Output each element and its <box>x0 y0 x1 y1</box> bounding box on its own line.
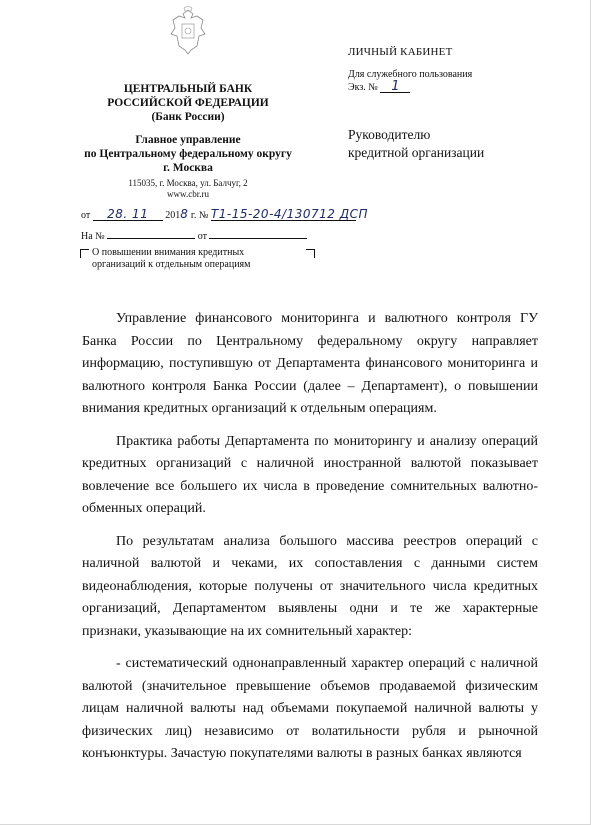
cabinet-label: ЛИЧНЫЙ КАБИНЕТ <box>348 46 453 58</box>
body-paragraph-1: Управление финансового мониторинга и валютного контроля ГУ Банка России по Центральному федеральному округу направляет информацию, поступившую от Департамента финансового мониторинга и валютного контроля Банка России (далее – Департамент), о повышении внимания кредитных организаций к отдельным операциям. <box>82 311 538 416</box>
recipient-block <box>348 126 484 162</box>
recipient-line-1: Руководителю <box>348 127 431 142</box>
body-paragraph-3: По результатам анализа большого массива реестров операций с наличной валютой и чеками, их сопоставления с данными систем видеонаблюдения, которые получены от значительного числа кредитных организаций, Департаментом выявлены одни и те же характерные признаки, указывающие на их сомнительный характер: <box>82 533 538 639</box>
dept-line-1: Главное управление <box>135 134 241 146</box>
bank-name-line-3: (Банк России) <box>151 111 225 123</box>
year-suffix-number-label: г. № <box>190 210 209 221</box>
recipient-line-2: кредитной организации <box>348 145 485 160</box>
subject-corner-right <box>306 249 315 258</box>
reference-row <box>81 207 368 221</box>
subject-corner-left <box>80 249 89 258</box>
copy-number-line <box>348 81 472 94</box>
address-block <box>60 178 316 200</box>
incoming-reference-row <box>81 229 307 242</box>
ot-blank-line <box>209 229 307 239</box>
coat-of-arms-emblem-icon <box>167 6 209 56</box>
subject-line-1: О повышении внимания кредитных <box>92 247 245 258</box>
subject-line-2: организаций к отдельным операциям <box>92 259 251 270</box>
na-blank-line <box>107 229 195 239</box>
na-label: На № <box>81 231 105 242</box>
date-handwritten: 28. 11 <box>93 208 163 221</box>
from-label: от <box>81 210 91 221</box>
body-paragraph-2: Практика работы Департамента по мониторингу и анализу операций кредитных организаций с наличной иностранной валютой показывает вовлечение все большего их числа в проведение сомнительных валютно-обменных операций. <box>82 433 538 516</box>
bank-name-block <box>60 82 316 124</box>
subject-block <box>86 247 311 271</box>
year-prefix: 201 <box>165 210 181 221</box>
body-paragraph-4: - систематический однонаправленный характер операций с наличной валютой (значительное превышение объемов продаваемой физическим лицам наличной валюты над объемами покупаемой наличной валюты у физических лиц) независимо от волатильности рубля и рыночной конъюнктуры. Зачастую покупателями валюты в разных банках являются <box>82 656 538 761</box>
dept-line-2: по Центральному федеральному округу <box>84 148 292 160</box>
ot-label: от <box>197 231 207 242</box>
classification-block <box>348 46 472 94</box>
website-line: www.cbr.ru <box>167 189 209 199</box>
dept-line-3: г. Москва <box>163 162 213 174</box>
letter-body <box>82 308 538 766</box>
year-handwritten: 8 <box>180 207 189 221</box>
bank-name-line-1: ЦЕНТРАЛЬНЫЙ БАНК <box>123 83 253 95</box>
copy-label: Экз. № <box>348 82 378 93</box>
bank-name-line-2: РОССИЙСКОЙ ФЕДЕРАЦИИ <box>107 97 269 109</box>
copy-number-handwritten: 1 <box>380 82 410 93</box>
restriction-label: Для служебного пользования <box>348 69 473 80</box>
address-line: 115035, г. Москва, ул. Балчуг, 2 <box>128 178 248 188</box>
department-block <box>60 133 316 175</box>
doc-number-handwritten: Т1-15-20-4/130712 ДСП <box>210 207 368 221</box>
